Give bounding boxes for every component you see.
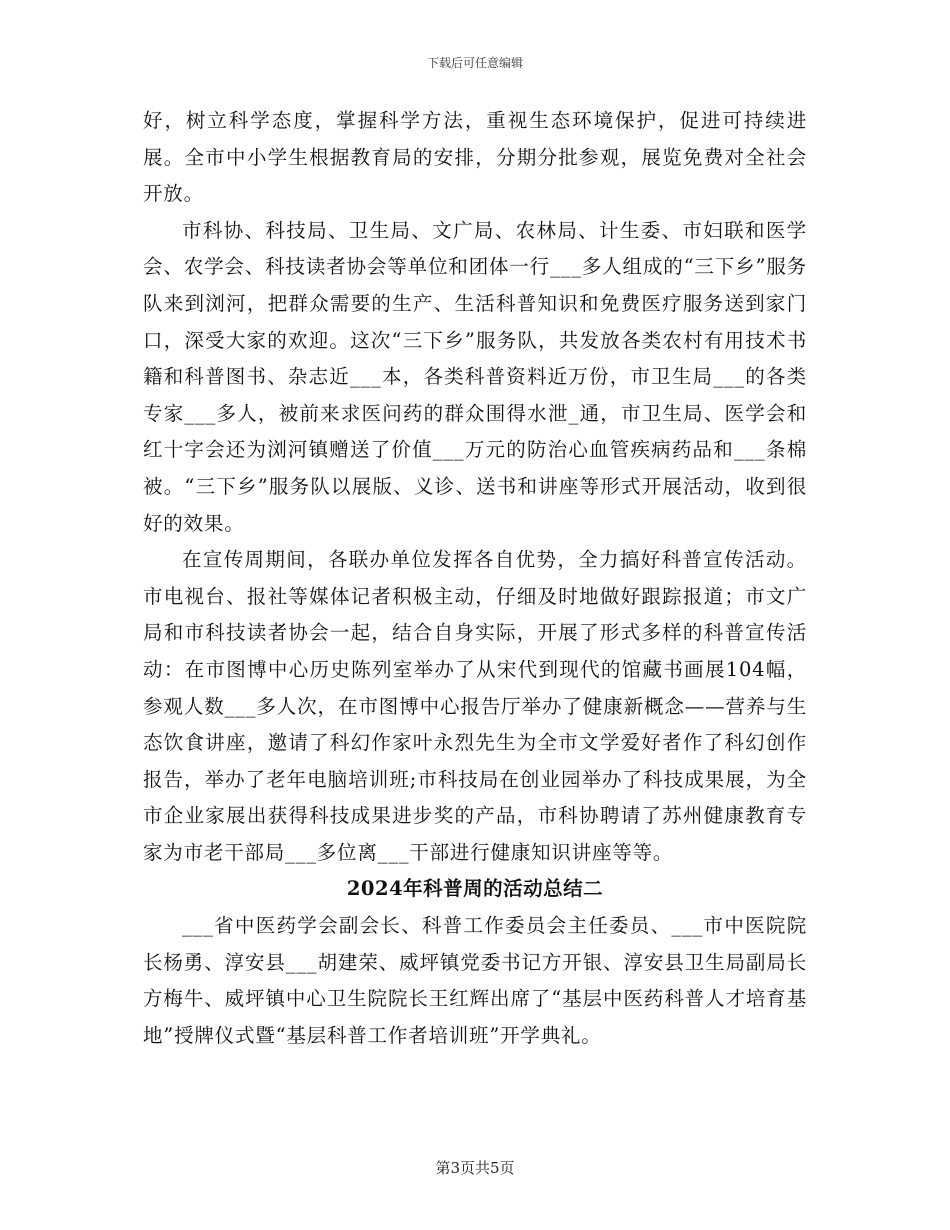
paragraph-service-team: 市科协、科技局、卫生局、文广局、农林局、计生委、市妇联和医学会、农学会、科技读者协会等单位和团体一行___多人组成的“三下乡”服务队来到浏河，把群众需要的生产、生活科普知识和免费医疗服务送到家门口，深受大家的欢迎。这次“三下乡”服务队，共发放各类农村有用技术书籍和科普图书、杂志近___本，各类科普资料近万份，市卫生局___的各类专家___多人，被前来求医问药的群众围得水泄_通，市卫生局、医学会和红十字会还为浏河镇赠送了价值___万元的防治心血管疾病药品和___条棉被。“三下乡”服务队以展版、义诊、送书和讲座等形式开展活动，收到很好的效果。 xyxy=(143,218,807,535)
page-footer: 第3页共5页 xyxy=(435,1159,515,1177)
paragraph-continuation: 好，树立科学态度，掌握科学方法，重视生态环境保护，促进可持续进展。全市中小学生根据教育局的安排，分期分批参观，展览免费对全社会开放。 xyxy=(143,109,807,206)
page-header: 下载后可任意编辑 xyxy=(426,56,523,70)
section-title: 2024年科普周的活动总结二 xyxy=(346,877,604,901)
paragraph-publicity-week: 在宣传周期间，各联办单位发挥各自优势，全力搞好科普宣传活动。市电视台、报社等媒体记者积极主动，仔细及时地做好跟踪报道；市文广局和市科技读者协会一起，结合自身实际，开展了形式多样的科普宣传活动：在市图博中心历史陈列室举办了从宋代到现代的馆藏书画展104幅，参观人数___多人次，在市图博中心报告厅举办了健康新概念——营养与生态饮食讲座，邀请了科幻作家叶永烈先生为全市文学爱好者作了科幻创作报告，举办了老年电脑培训班;市科技局在创业园举办了科技成果展，为全市企业家展出获得科技成果进步奖的产品，市科协聘请了苏州健康教育专家为市老干部局___多位离___干部进行健康知识讲座等等。 xyxy=(143,548,807,864)
paragraph-section-two: ___省中医药学会副会长、科普工作委员会主任委员、___市中医院院长杨勇、淳安县___胡建荣、威坪镇党委书记方开银、淳安县卫生局副局长方梅牛、威坪镇中心卫生院院长王红辉出席了“基层中医药科普人才培育基地”授牌仪式暨“基层科普工作者培训班”开学典礼。 xyxy=(143,914,807,1047)
document-body xyxy=(143,103,807,1054)
